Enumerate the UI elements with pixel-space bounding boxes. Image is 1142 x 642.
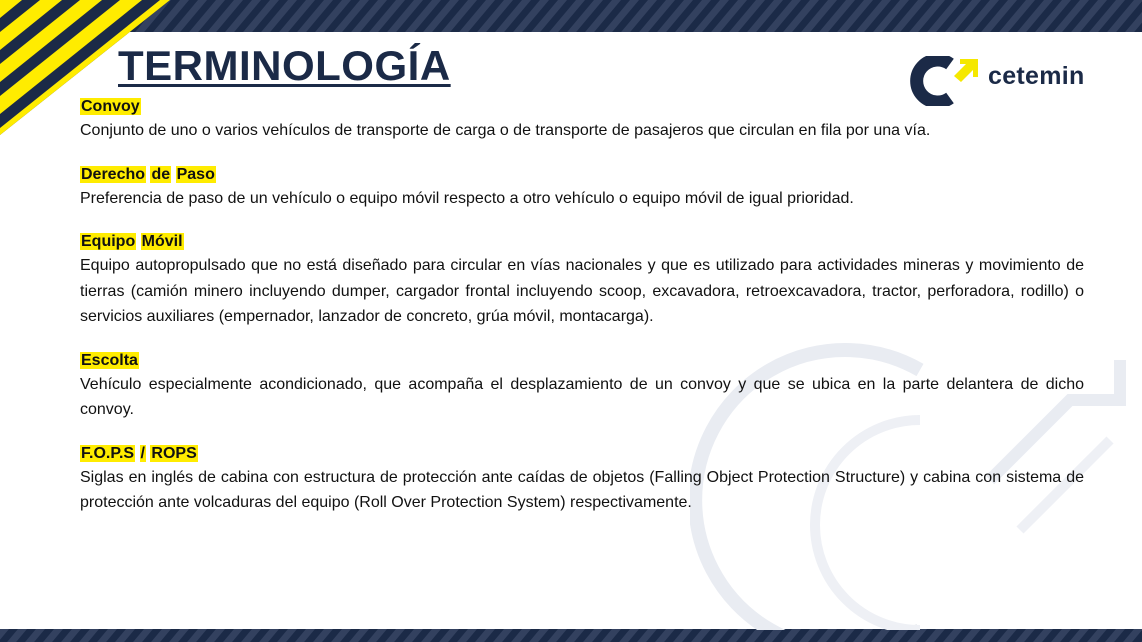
term-heading bbox=[80, 95, 1084, 118]
term-convoy bbox=[80, 95, 1084, 144]
term-heading-word: Convoy bbox=[81, 98, 140, 115]
page-title: TERMINOLOGÍA bbox=[118, 42, 451, 89]
bottom-stripe-banner bbox=[0, 629, 1142, 642]
term-heading-word: F.O.P.S bbox=[81, 444, 135, 462]
term-definition: Siglas en inglés de cabina con estructura de protección ante caídas de objetos (Falling Object Protection Structure) y cabina con sistema de protección ante volcaduras del equipo (Roll Over Protection System) respectivamente. bbox=[80, 468, 1084, 511]
term-heading bbox=[80, 230, 1084, 253]
term-definition: Equipo autopropulsado que no está diseñado para circular en vías nacionales y que es utilizado para actividades mineras y movimiento de tierras (camión minero incluyendo dumper, cargador frontal incluyendo scoop, excavadora, retroexcavadora, tractor, perforadora, rodillo) o servicios auxiliares (empernador, lanzador de concreto, grúa móvil, montacarga). bbox=[80, 257, 1084, 325]
term-heading bbox=[80, 163, 1084, 186]
term-heading-word: de bbox=[151, 165, 171, 183]
term-heading-word: Escolta bbox=[81, 351, 138, 369]
term-heading-word: Móvil bbox=[141, 233, 183, 250]
term-equipo-movil bbox=[80, 230, 1084, 330]
logo-wordmark: cetemin bbox=[988, 62, 1085, 90]
term-definition: Conjunto de uno o varios vehículos de transporte de carga o de transporte de pasajeros que circulan en fila por una vía. bbox=[80, 122, 931, 139]
term-heading-word: Derecho bbox=[81, 165, 146, 183]
term-escolta bbox=[80, 349, 1084, 423]
term-heading-word: Equipo bbox=[81, 233, 136, 250]
term-definition: Vehículo especialmente acondicionado, que acompaña el desplazamiento de un convoy y que se ubica en la parte delantera de dicho convoy. bbox=[80, 375, 1084, 418]
term-fops-rops bbox=[80, 442, 1084, 516]
term-heading bbox=[80, 442, 1084, 465]
top-stripe-banner bbox=[0, 0, 1142, 32]
term-heading bbox=[80, 349, 1084, 372]
terminology-list bbox=[80, 95, 1084, 535]
term-definition: Preferencia de paso de un vehículo o equipo móvil respecto a otro vehículo o equipo móvil de igual prioridad. bbox=[80, 189, 854, 207]
term-heading-word: / bbox=[140, 444, 145, 462]
term-heading-word: Paso bbox=[176, 165, 215, 183]
term-heading-word: ROPS bbox=[151, 444, 197, 462]
term-derecho-de-paso bbox=[80, 163, 1084, 212]
